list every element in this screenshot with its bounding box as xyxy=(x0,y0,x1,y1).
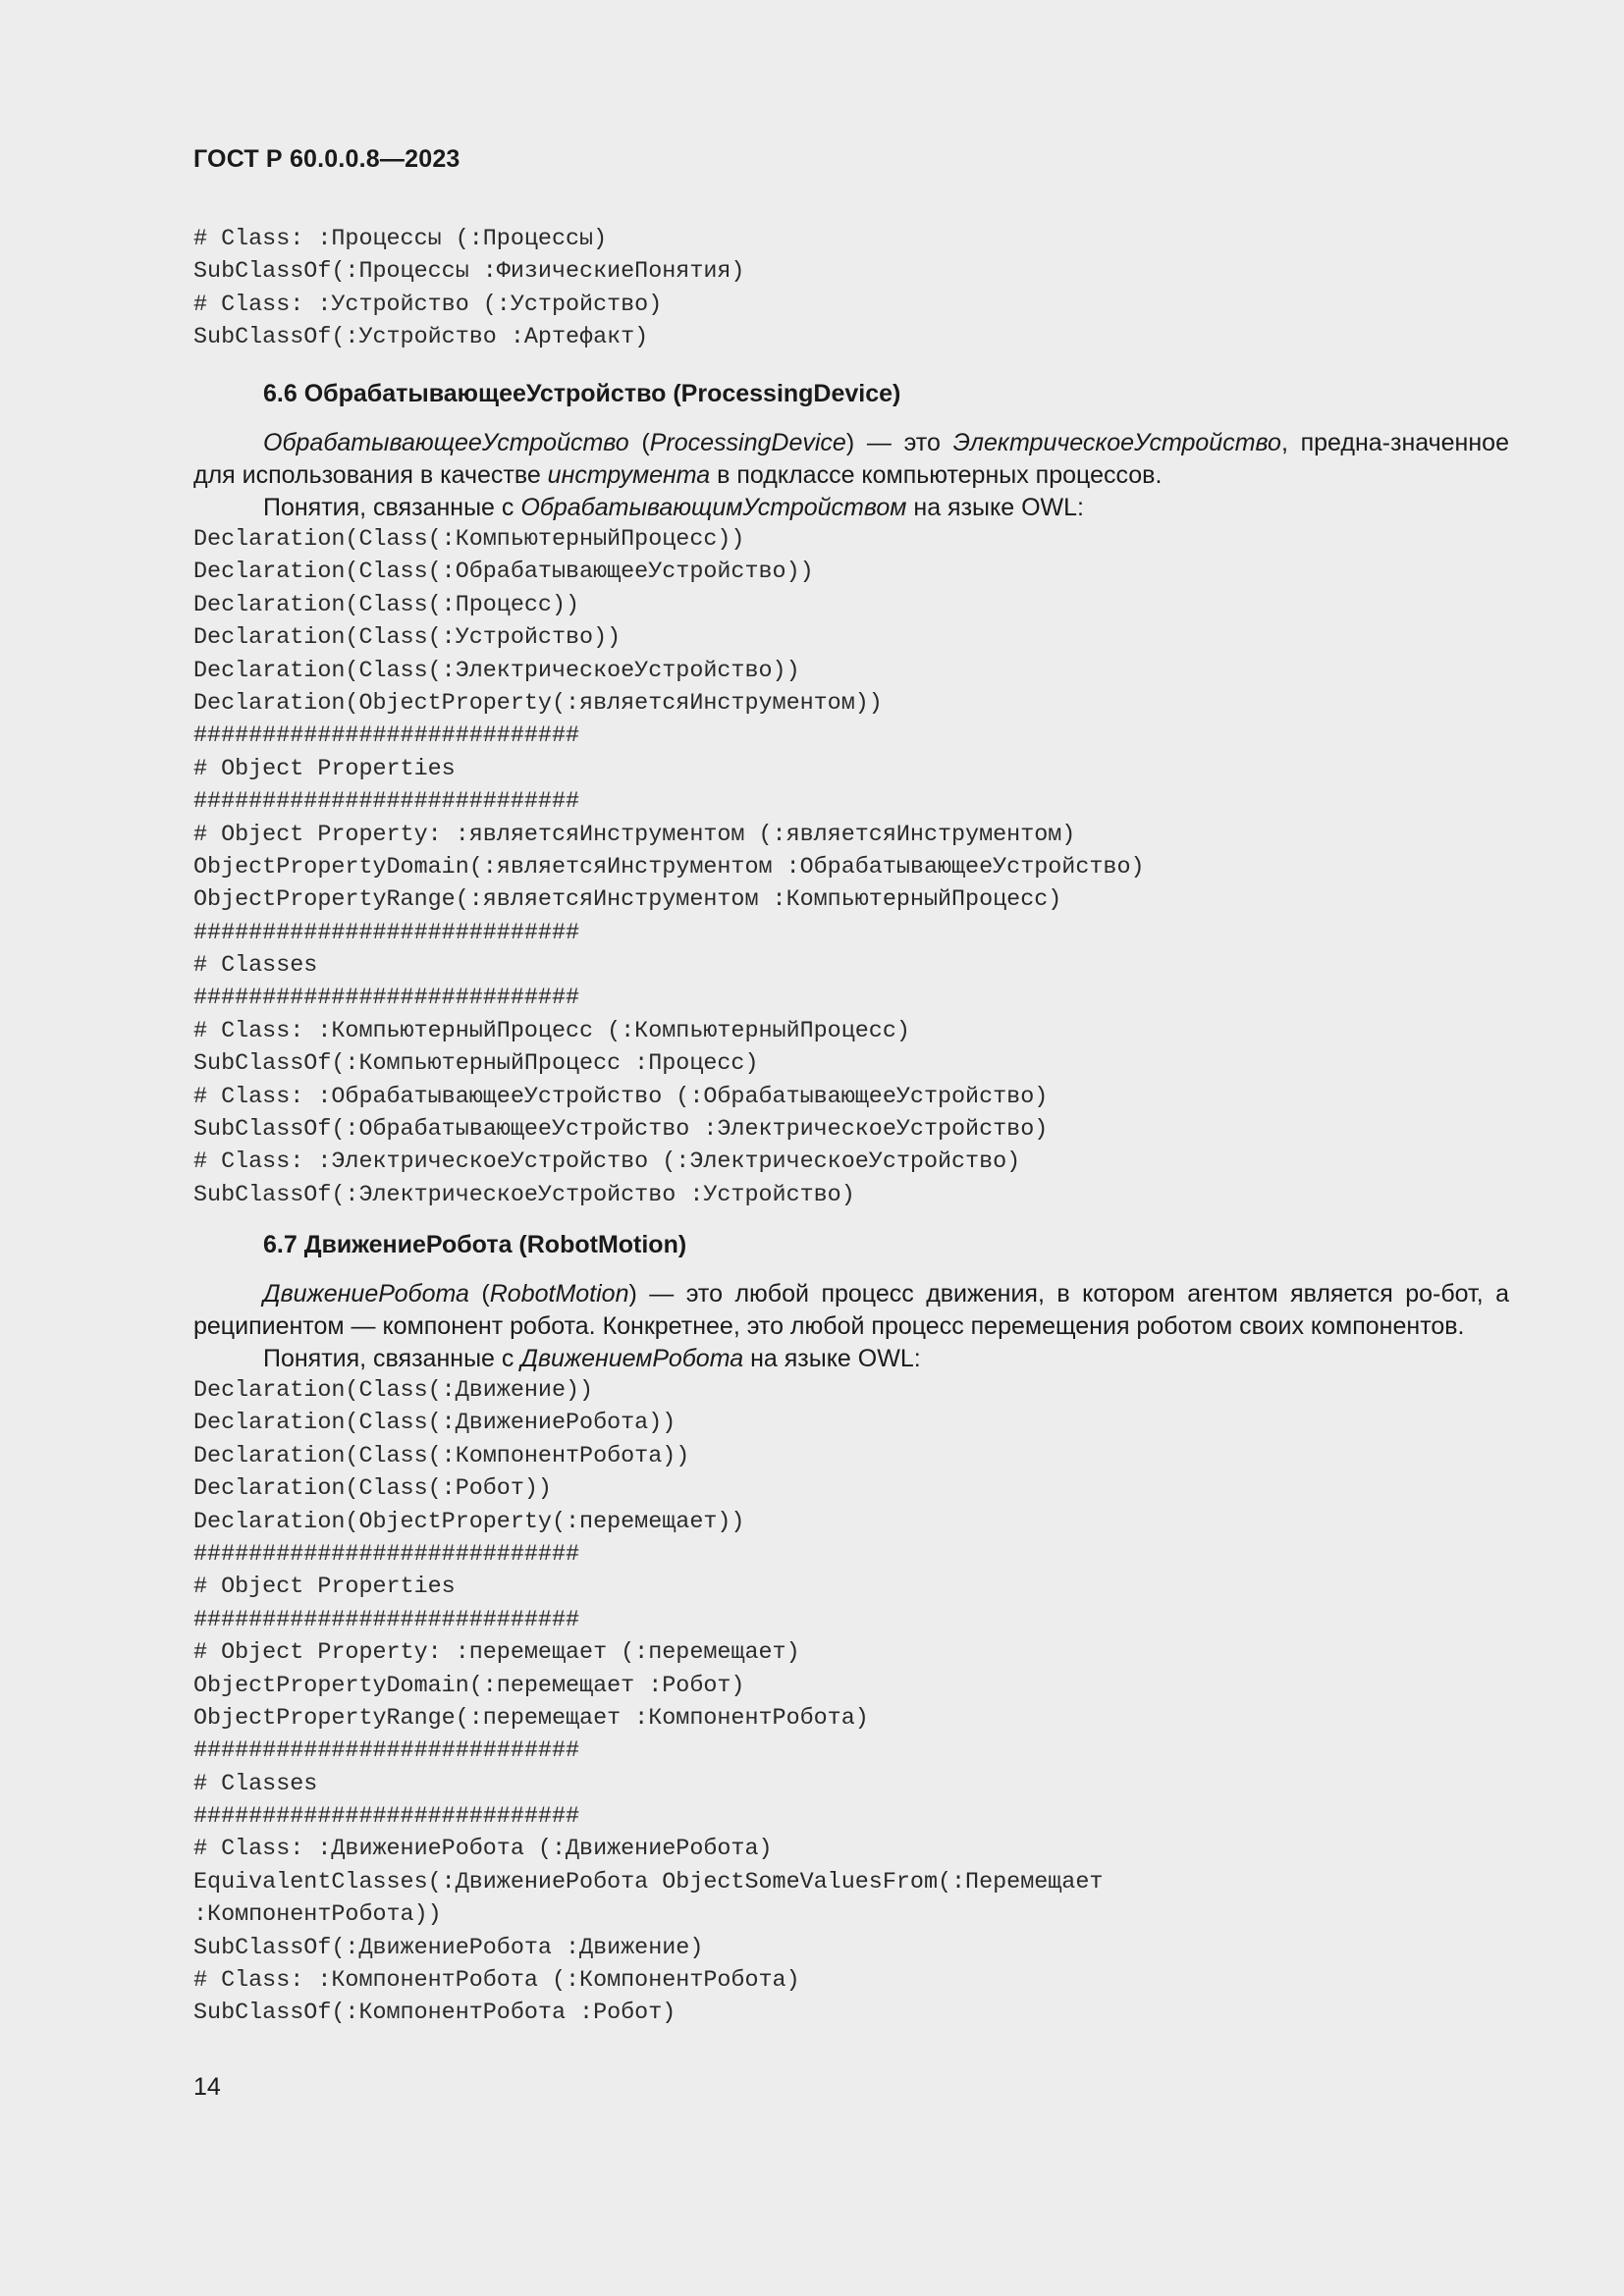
text-fragment: Понятия, связанные с xyxy=(263,1345,521,1372)
code-line: SubClassOf(:Процессы :ФизическиеПонятия) xyxy=(193,259,745,286)
code-line: Declaration(Class(:Движение)) xyxy=(193,1378,594,1404)
text-fragment: ( xyxy=(628,429,650,456)
code-line: SubClassOf(:ДвижениеРобота :Движение) xyxy=(193,1935,704,1961)
term-electrical-device: ЭлектрическоеУстройство xyxy=(952,429,1281,456)
code-line: Declaration(Class(:КомпьютерныйПроцесс)) xyxy=(193,527,745,553)
text-fragment: ) — это любой процесс движения, в котором агентом является ро-бот, а реципиентом — компонент робота. Конкретнее, это любой процесс перемещения роботом своих компонентов. xyxy=(193,1280,1510,1340)
term-en-processing-device: ProcessingDevice xyxy=(649,429,846,456)
text-fragment: ( xyxy=(468,1280,490,1308)
term-instrument: инструмента xyxy=(547,461,711,489)
term-en-robot-motion: RobotMotion xyxy=(489,1280,629,1308)
code-line: # Class: :Устройство (:Устройство) xyxy=(193,292,663,318)
code-line: Declaration(ObjectProperty(:являетсяИнструментом)) xyxy=(193,690,883,717)
code-line: EquivalentClasses(:ДвижениеРобота ObjectSomeValuesFrom(:Перемещает xyxy=(193,1869,1104,1896)
text-fragment: на языке OWL: xyxy=(906,494,1084,521)
code-line: Declaration(Class(:Процесс)) xyxy=(193,592,580,618)
code-line: SubClassOf(:КомпьютерныйПроцесс :Процесс) xyxy=(193,1051,759,1078)
text-fragment: на языке OWL: xyxy=(743,1345,921,1372)
section-title-6-7: 6.7 ДвижениеРобота (RobotMotion) xyxy=(263,1231,687,1258)
section-6-7-definition xyxy=(193,1278,1509,1343)
code-line: ObjectPropertyRange(:являетсяИнструментом :КомпьютерныйПроцесс) xyxy=(193,887,1062,914)
code-line: # Class: :ДвижениеРобота (:ДвижениеРобота) xyxy=(193,1837,773,1863)
section-6-7 xyxy=(193,1229,1509,2031)
code-line: Declaration(Class(:Устройство)) xyxy=(193,625,622,652)
text-fragment: , предна-значенное для использования в качестве xyxy=(193,429,1509,489)
code-line: # Class: :Процессы (:Процессы) xyxy=(193,227,608,252)
term-robot-motion-instr: ДвижениемРобота xyxy=(520,1345,744,1372)
code-line: # Object Property: :являетсяИнструментом (:являетсяИнструментом) xyxy=(193,822,1076,848)
code-line: SubClassOf(:ЭлектрическоеУстройство :Устройство) xyxy=(193,1182,855,1208)
section-6-6-owl-intro xyxy=(193,492,1509,524)
code-line: # Classes xyxy=(193,1771,318,1797)
code-line: SubClassOf(:КомпонентРобота :Робот) xyxy=(193,2001,677,2027)
code-line: ############################ xyxy=(193,1541,580,1568)
code-line: ############################ xyxy=(193,723,580,750)
code-line: ############################ xyxy=(193,986,580,1012)
code-block-classes-intro xyxy=(193,224,1509,355)
standard-header: ГОСТ Р 60.0.0.8—2023 xyxy=(193,145,460,173)
page-number: 14 xyxy=(193,2073,221,2101)
code-line: # Class: :КомпьютерныйПроцесс (:КомпьютерныйПроцесс) xyxy=(193,1018,910,1044)
section-title-6-6: 6.6 ОбрабатывающееУстройство (ProcessingDevice) xyxy=(263,380,901,407)
text-fragment: в подклассе компьютерных процессов. xyxy=(710,461,1163,489)
code-line: ############################ xyxy=(193,1738,580,1765)
code-line: Declaration(Class(:КомпонентРобота)) xyxy=(193,1443,690,1469)
code-line: SubClassOf(:Устройство :Артефакт) xyxy=(193,325,649,351)
term-processing-device-instr: ОбрабатывающимУстройством xyxy=(520,494,907,521)
code-line: :КомпонентРобота)) xyxy=(193,1902,442,1929)
text-fragment: Понятия, связанные с xyxy=(263,494,521,521)
code-line: ############################ xyxy=(193,1804,580,1831)
section-6-7-owl-intro xyxy=(193,1343,1509,1375)
code-block-6-7 xyxy=(193,1375,1509,2031)
code-line: # Class: :ЭлектрическоеУстройство (:ЭлектрическоеУстройство) xyxy=(193,1149,1021,1176)
code-line: ############################ xyxy=(193,920,580,946)
code-line: Declaration(Class(:Робот)) xyxy=(193,1476,552,1503)
term-processing-device: ОбрабатывающееУстройство xyxy=(263,429,629,456)
text-fragment: ) — это xyxy=(845,429,953,456)
code-line: ObjectPropertyRange(:перемещает :КомпонентРобота) xyxy=(193,1705,869,1732)
code-line: Declaration(Class(:ЭлектрическоеУстройство)) xyxy=(193,658,800,684)
code-line: ############################ xyxy=(193,789,580,816)
code-line: Declaration(ObjectProperty(:перемещает)) xyxy=(193,1509,745,1535)
code-line: Declaration(Class(:ДвижениеРобота)) xyxy=(193,1411,677,1437)
code-line: # Object Properties xyxy=(193,756,456,782)
term-robot-motion: ДвижениеРобота xyxy=(263,1280,469,1308)
code-line: # Object Properties xyxy=(193,1575,456,1601)
section-6-6 xyxy=(193,378,1509,1212)
code-line: ObjectPropertyDomain(:перемещает :Робот) xyxy=(193,1673,745,1699)
code-block-6-6 xyxy=(193,524,1509,1212)
code-line: SubClassOf(:ОбрабатывающееУстройство :ЭлектрическоеУстройство) xyxy=(193,1117,1049,1144)
code-line: # Classes xyxy=(193,953,318,980)
code-line: # Class: :КомпонентРобота (:КомпонентРобота) xyxy=(193,1968,800,1995)
code-line: Declaration(Class(:ОбрабатывающееУстройство)) xyxy=(193,560,814,586)
section-6-6-definition xyxy=(193,427,1509,492)
code-line: ObjectPropertyDomain(:являетсяИнструментом :ОбрабатывающееУстройство) xyxy=(193,854,1145,881)
code-line: # Class: :ОбрабатывающееУстройство (:ОбрабатывающееУстройство) xyxy=(193,1084,1049,1110)
code-line: ############################ xyxy=(193,1607,580,1633)
code-line: # Object Property: :перемещает (:перемещает) xyxy=(193,1640,800,1667)
